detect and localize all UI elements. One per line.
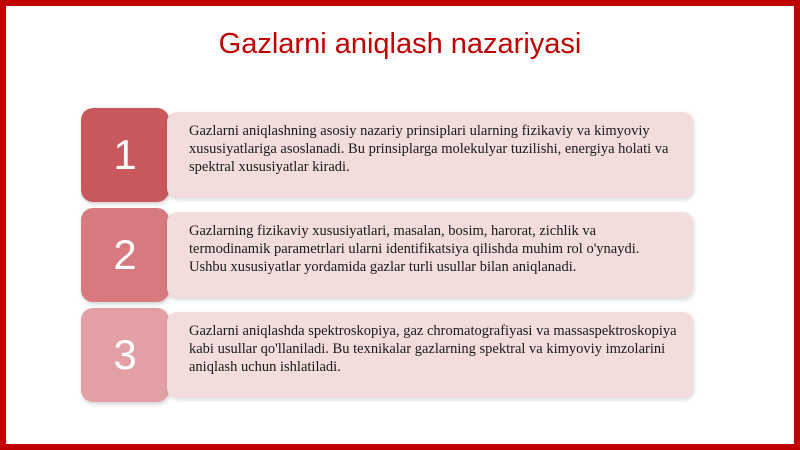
step-row-3: [81, 308, 695, 402]
step-row-1: [81, 108, 695, 202]
step-description: Gazlarni aniqlashda spektroskopiya, gaz chromatografiyasi va massaspektroskopiya kabi usullar qo'llaniladi. Bu texnikalar gazlarning spektral va kimyoviy imzolarini aniqlash uchun ishlatiladi.: [167, 312, 693, 398]
step-number-badge: 1: [81, 108, 169, 202]
step-number-badge: 3: [81, 308, 169, 402]
step-row-2: [81, 208, 695, 302]
step-description: Gazlarni aniqlashning asosiy nazariy prinsiplari ularning fizikaviy va kimyoviy xususiyatlariga asoslanadi. Bu prinsiplarga molekulyar tuzilishi, energiya holati va spektral xususiyatlar kiradi.: [167, 112, 693, 198]
step-description: Gazlarning fizikaviy xususiyatlari, masalan, bosim, harorat, zichlik va termodinamik parametrlari ularni identifikatsiya qilishda muhim rol o'ynaydi. Ushbu xususiyatlar yordamida gazlar turli usullar bilan aniqlanadi.: [167, 212, 693, 298]
slide-title: Gazlarni aniqlash nazariyasi: [218, 28, 582, 60]
step-number-badge: 2: [81, 208, 169, 302]
